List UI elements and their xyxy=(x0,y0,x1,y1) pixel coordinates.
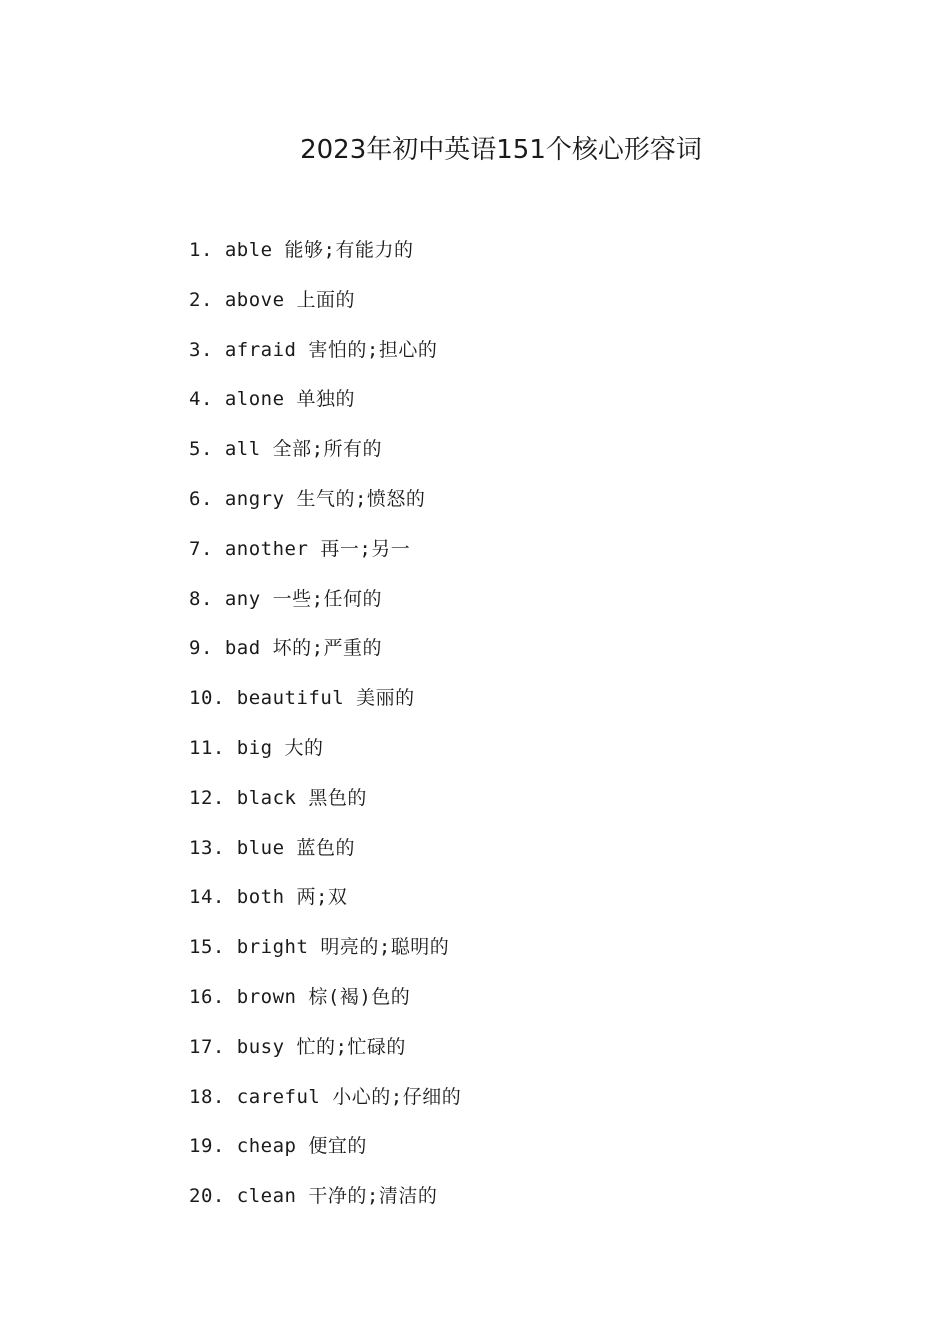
list-item: 14. both 两;双 xyxy=(189,886,348,909)
list-item: 6. angry 生气的;愤怒的 xyxy=(189,487,426,510)
list-item: 13. blue 蓝色的 xyxy=(189,836,355,859)
list-item: 15. bright 明亮的;聪明的 xyxy=(189,936,450,959)
list-item: 3. afraid 害怕的;担心的 xyxy=(189,338,438,361)
page-title: 2023年初中英语151个核心形容词 xyxy=(300,135,702,165)
list-item: 2. above 上面的 xyxy=(189,288,355,311)
list-item: 7. another 再一;另一 xyxy=(189,537,411,560)
list-item: 18. careful 小心的;仔细的 xyxy=(189,1085,462,1108)
list-item: 20. clean 干净的;清洁的 xyxy=(189,1185,438,1208)
list-item: 19. cheap 便宜的 xyxy=(189,1135,367,1158)
list-item: 10. beautiful 美丽的 xyxy=(189,687,415,710)
list-item: 9. bad 坏的;严重的 xyxy=(189,637,383,660)
list-item: 5. all 全部;所有的 xyxy=(189,438,383,461)
list-item: 11. big 大的 xyxy=(189,736,324,759)
list-item: 12. black 黑色的 xyxy=(189,786,367,809)
list-item: 1. able 能够;有能力的 xyxy=(189,239,414,261)
list-item: 4. alone 单独的 xyxy=(189,388,355,411)
list-item: 8. any 一些;任何的 xyxy=(189,587,383,610)
vocabulary-list xyxy=(189,230,461,1226)
list-item: 16. brown 棕(褐)色的 xyxy=(189,985,411,1008)
list-item: 17. busy 忙的;忙碌的 xyxy=(189,1035,406,1058)
